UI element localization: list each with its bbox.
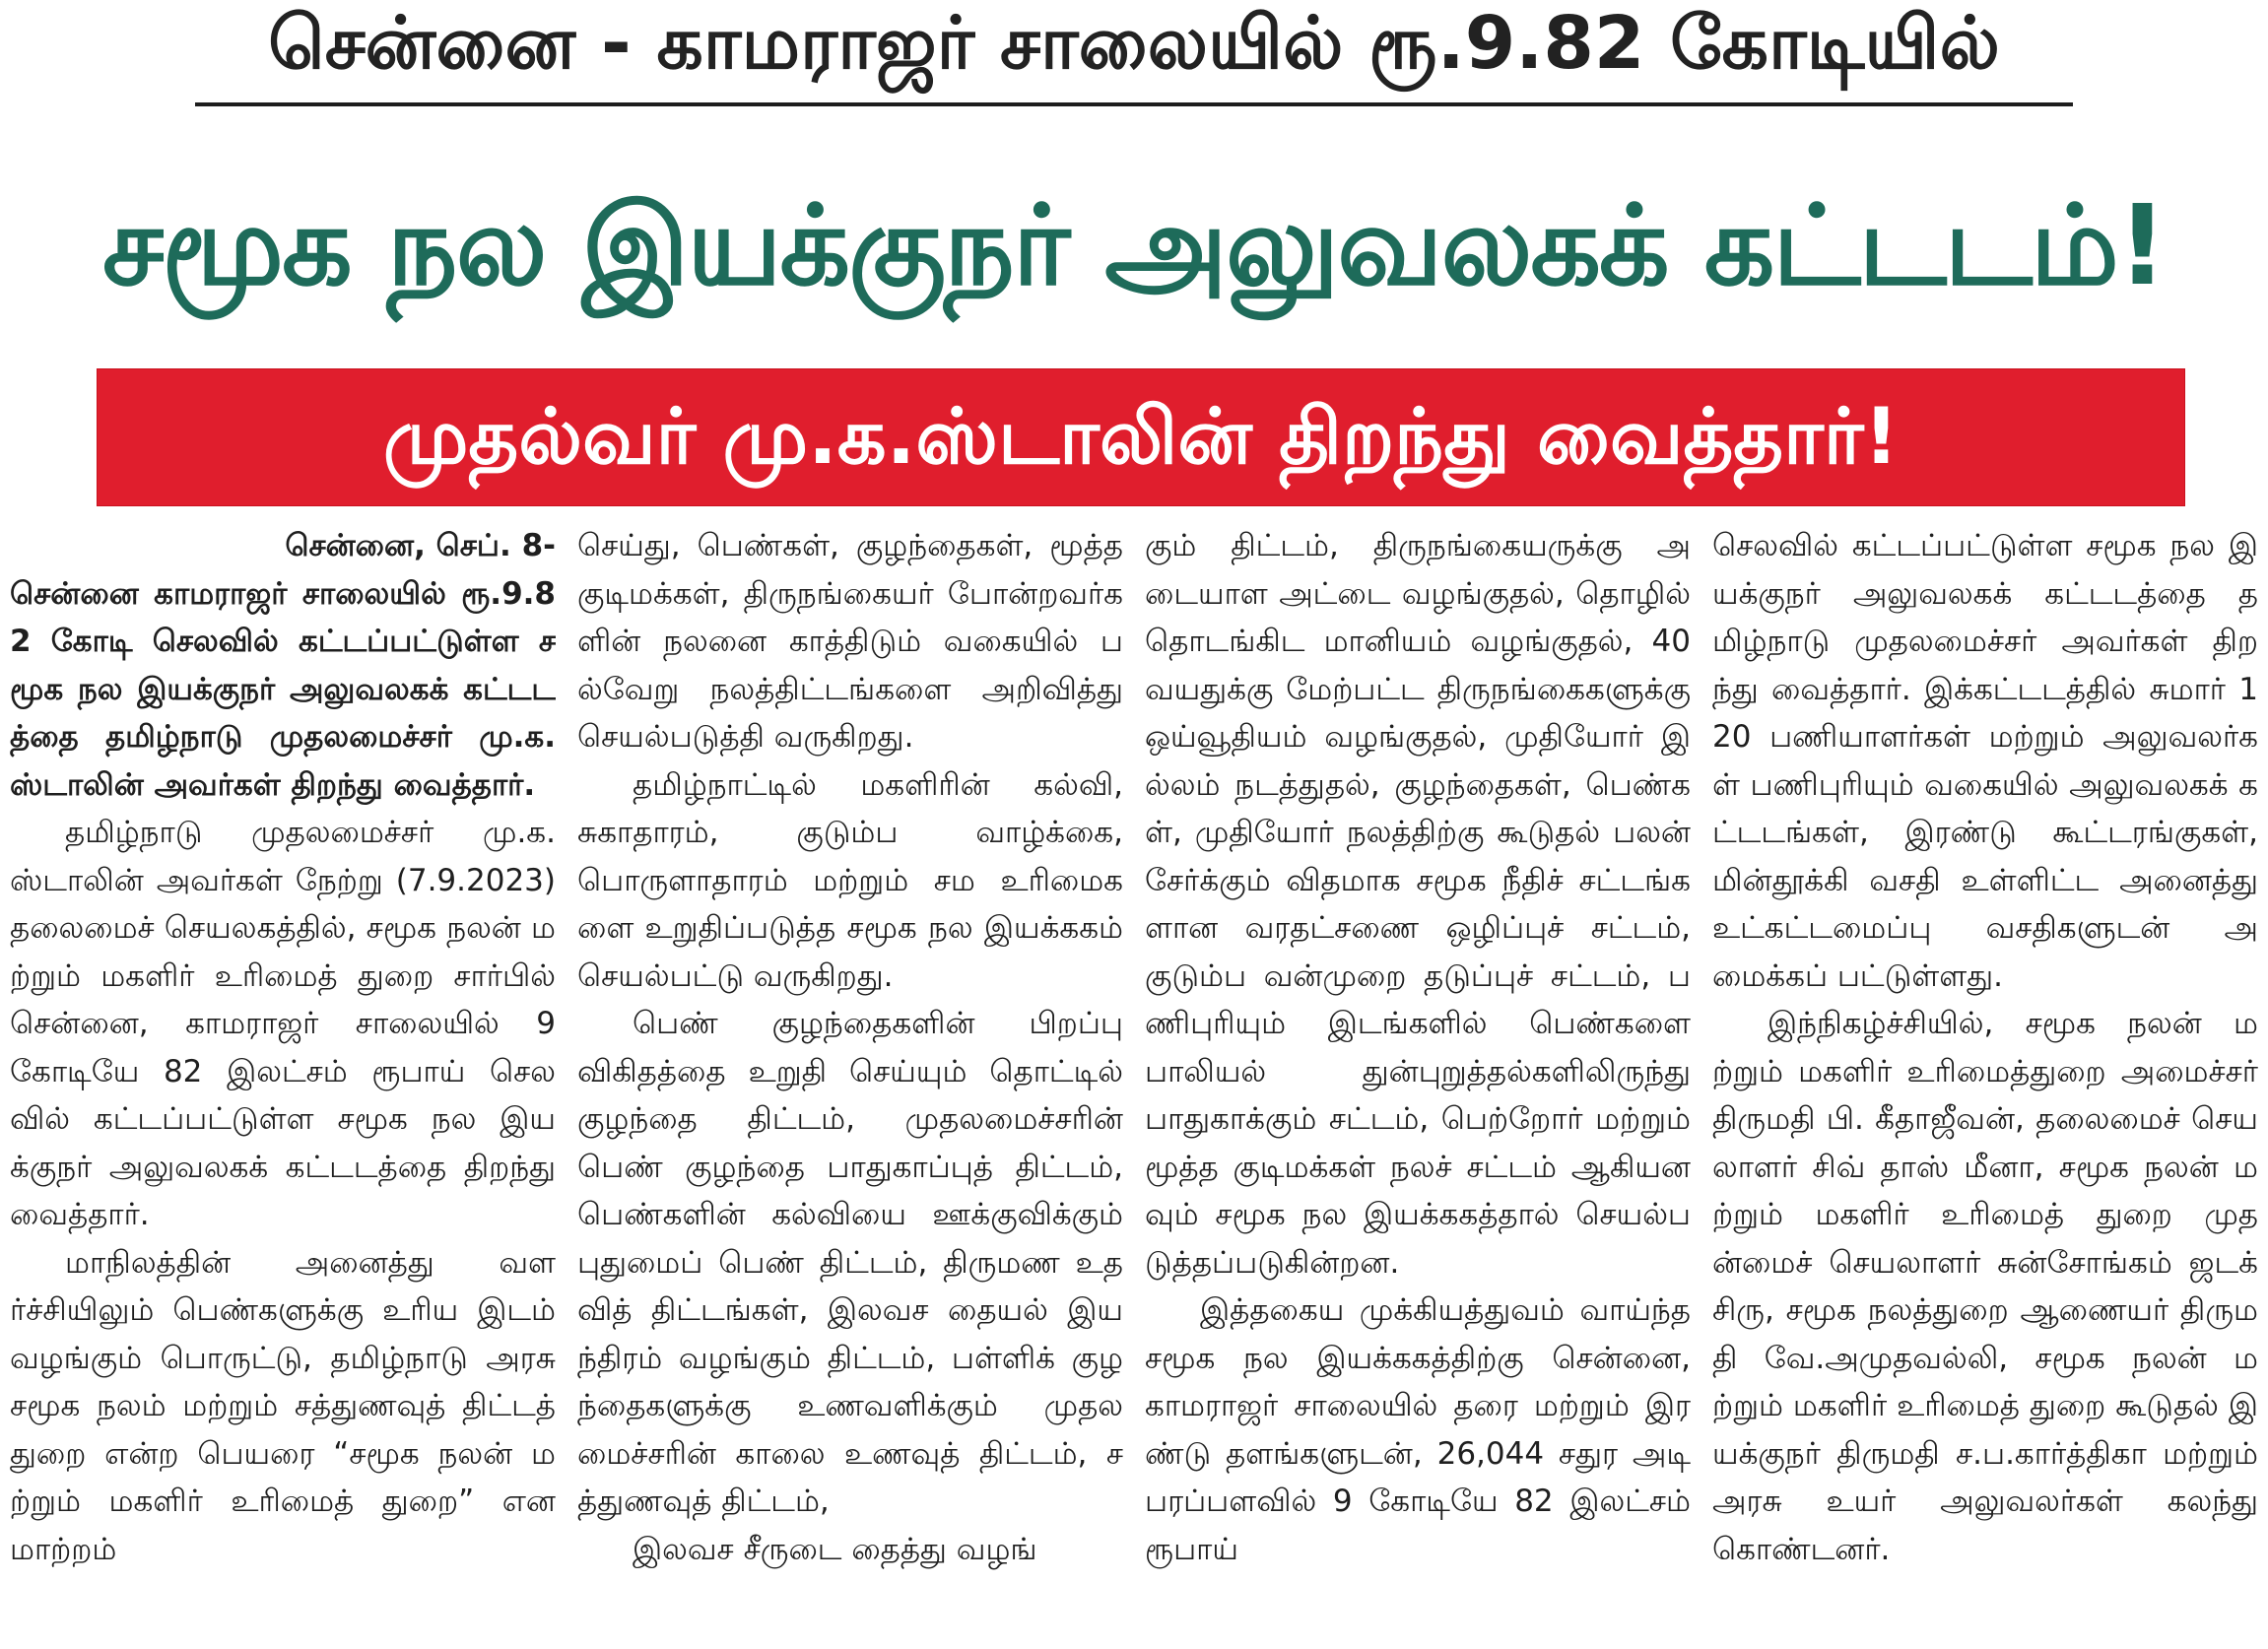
article-column-3 xyxy=(1145,522,1691,1649)
paragraph: இந்நிகழ்ச்சியில், சமூக நலன் மற்றும் மகளிர் உரிமைத்துறை அமைச்சர் திருமதி பி. கீதாஜீவன், தலைமைச் செயலாளர் சிவ் தாஸ் மீனா, சமூக நலன் மற்றும் மகளிர் உரிமைத் துறை முதன்மைச் செயலாளர் சுன்சோங்கம் ஜடக் சிரு, சமூக நலத்துறை ஆணையர் திருமதி வே.அமுதவல்லி, சமூக நலன் மற்றும் மகளிர் உரிமைத் துறை கூடுதல் இயக்குநர் திருமதி ச.ப.கார்த்திகா மற்றும் அரசு உயர் அலுவலர்கள் கலந்து கொண்டனர். xyxy=(1712,1006,2258,1567)
subheadline: முதல்வர் மு.க.ஸ்டாலின் திறந்து வைத்தார்! xyxy=(382,393,1900,482)
paragraph: பெண் குழந்தைகளின் பிறப்பு விகிதத்தை உறுதி செய்யும் தொட்டில் குழந்தை திட்டம், முதலமைச்சரின் பெண் குழந்தை பாதுகாப்புத் திட்டம், பெண்களின் கல்வியை ஊக்குவிக்கும் புதுமைப் பெண் திட்டம், திருமண உதவித் திட்டங்கள், இலவச தையல் இயந்திரம் வழங்கும் திட்டம், பள்ளிக் குழந்தைகளுக்கு உணவளிக்கும் முதலமைச்சரின் காலை உணவுத் திட்டம், சத்துணவுத் திட்டம், xyxy=(577,1006,1123,1519)
paragraph: தமிழ்நாட்டில் மகளிரின் கல்வி, சுகாதாரம், குடும்ப வாழ்க்கை, பொருளாதாரம் மற்றும் சம உரிமைகளை உறுதிப்படுத்த சமூக நல இயக்ககம் செயல்பட்டு வருகிறது. xyxy=(577,766,1123,994)
kicker-headline: சென்னை - காமராஜர் சாலையில் ரூ.9.82 கோடியில் xyxy=(268,1,2000,86)
paragraph: செய்து, பெண்கள், குழந்தைகள், மூத்த குடிமக்கள், திருநங்கையர் போன்றவர்களின் நலனை காத்திடும் வகையில் பல்வேறு நலத்திட்டங்களை அறிவித்து செயல்படுத்தி வருகிறது. xyxy=(577,528,1123,755)
paragraph: இத்தகைய முக்கியத்துவம் வாய்ந்த சமூக நல இயக்ககத்திற்கு சென்னை, காமராஜர் சாலையில் தரை மற்றும் இரண்டு தளங்களுடன், 26,044 சதுர அடி பரப்பளவில் 9 கோடியே 82 இலட்சம் ரூபாய் xyxy=(1145,1292,1691,1567)
dateline: சென்னை, செப். 8- xyxy=(285,528,556,563)
kicker-divider xyxy=(195,102,2073,106)
article-column-4 xyxy=(1712,522,2258,1649)
lead-paragraph: சென்னை காமராஜர் சாலையில் ரூ.9.82 கோடி செலவில் கட்டப்பட்டுள்ள சமூக நல இயக்குநர் அலுவலகக் கட்டடத்தை தமிழ்நாடு முதலமைச்சர் மு.க.ஸ்டாலின் அவர்கள் திறந்து வைத்தார். xyxy=(10,575,556,803)
paragraph: இலவச சீருடை தைத்து வழங் xyxy=(633,1531,1037,1567)
paragraph: கும் திட்டம், திருநங்கையருக்கு அடையாள அட்டை வழங்குதல், தொழில் தொடங்கிட மானியம் வழங்குதல், 40 வயதுக்கு மேற்பட்ட திருநங்கைகளுக்கு ஒய்வூதியம் வழங்குதல், முதியோர் இல்லம் நடத்துதல், குழந்தைகள், பெண்கள், முதியோர் நலத்திற்கு கூடுதல் பலன் சேர்க்கும் விதமாக சமூக நீதிச் சட்டங்களான வரதட்சணை ஒழிப்புச் சட்டம், குடும்ப வன்முறை தடுப்புச் சட்டம், பணிபுரியும் இடங்களில் பெண்களை பாலியல் துன்புறுத்தல்களிலிருந்து பாதுகாக்கும் சட்டம், பெற்றோர் மற்றும் மூத்த குடிமக்கள் நலச் சட்டம் ஆகியனவும் சமூக நல இயக்ககத்தால் செயல்படுத்தப்படுகின்றன. xyxy=(1145,528,1691,1281)
article-body xyxy=(10,522,2258,1649)
paragraph: மாநிலத்தின் அனைத்து வளர்ச்சியிலும் பெண்களுக்கு உரிய இடம் வழங்கும் பொருட்டு, தமிழ்நாடு அரசு சமூக நலம் மற்றும் சத்துணவுத் திட்டத் துறை என்ற பெயரை “சமூக நலன் மற்றும் மகளிர் உரிமைத் துறை” என மாற்றம் xyxy=(10,1244,556,1567)
article-column-2 xyxy=(577,522,1123,1649)
paragraph: தமிழ்நாடு முதலமைச்சர் மு.க.ஸ்டாலின் அவர்கள் நேற்று (7.9.2023) தலைமைச் செயலகத்தில், சமூக நலன் மற்றும் மகளிர் உரிமைத் துறை சார்பில் சென்னை, காமராஜர் சாலையில் 9 கோடியே 82 இலட்சம் ரூபாய் செலவில் கட்டப்பட்டுள்ள சமூக நல இயக்குநர் அலுவலகக் கட்டடத்தை திறந்து வைத்தார். xyxy=(10,815,556,1232)
main-headline: சமூக நல இயக்குநர் அலுவலகக் கட்டடம்! xyxy=(102,182,2166,310)
article-column-1 xyxy=(10,522,556,1649)
paragraph: செலவில் கட்டப்பட்டுள்ள சமூக நல இயக்குநர் அலுவலகக் கட்டடத்தை தமிழ்நாடு முதலமைச்சர் அவர்கள் திறந்து வைத்தார். இக்கட்டடத்தில் சுமார் 120 பணியாளர்கள் மற்றும் அலுவலர்கள் பணிபுரியும் வகையில் அலுவலகக் கட்டடங்கள், இரண்டு கூட்டரங்குகள், மின்தூக்கி வசதி உள்ளிட்ட அனைத்து உட்கட்டமைப்பு வசதிகளுடன் அமைக்கப் பட்டுள்ளது. xyxy=(1712,528,2258,994)
